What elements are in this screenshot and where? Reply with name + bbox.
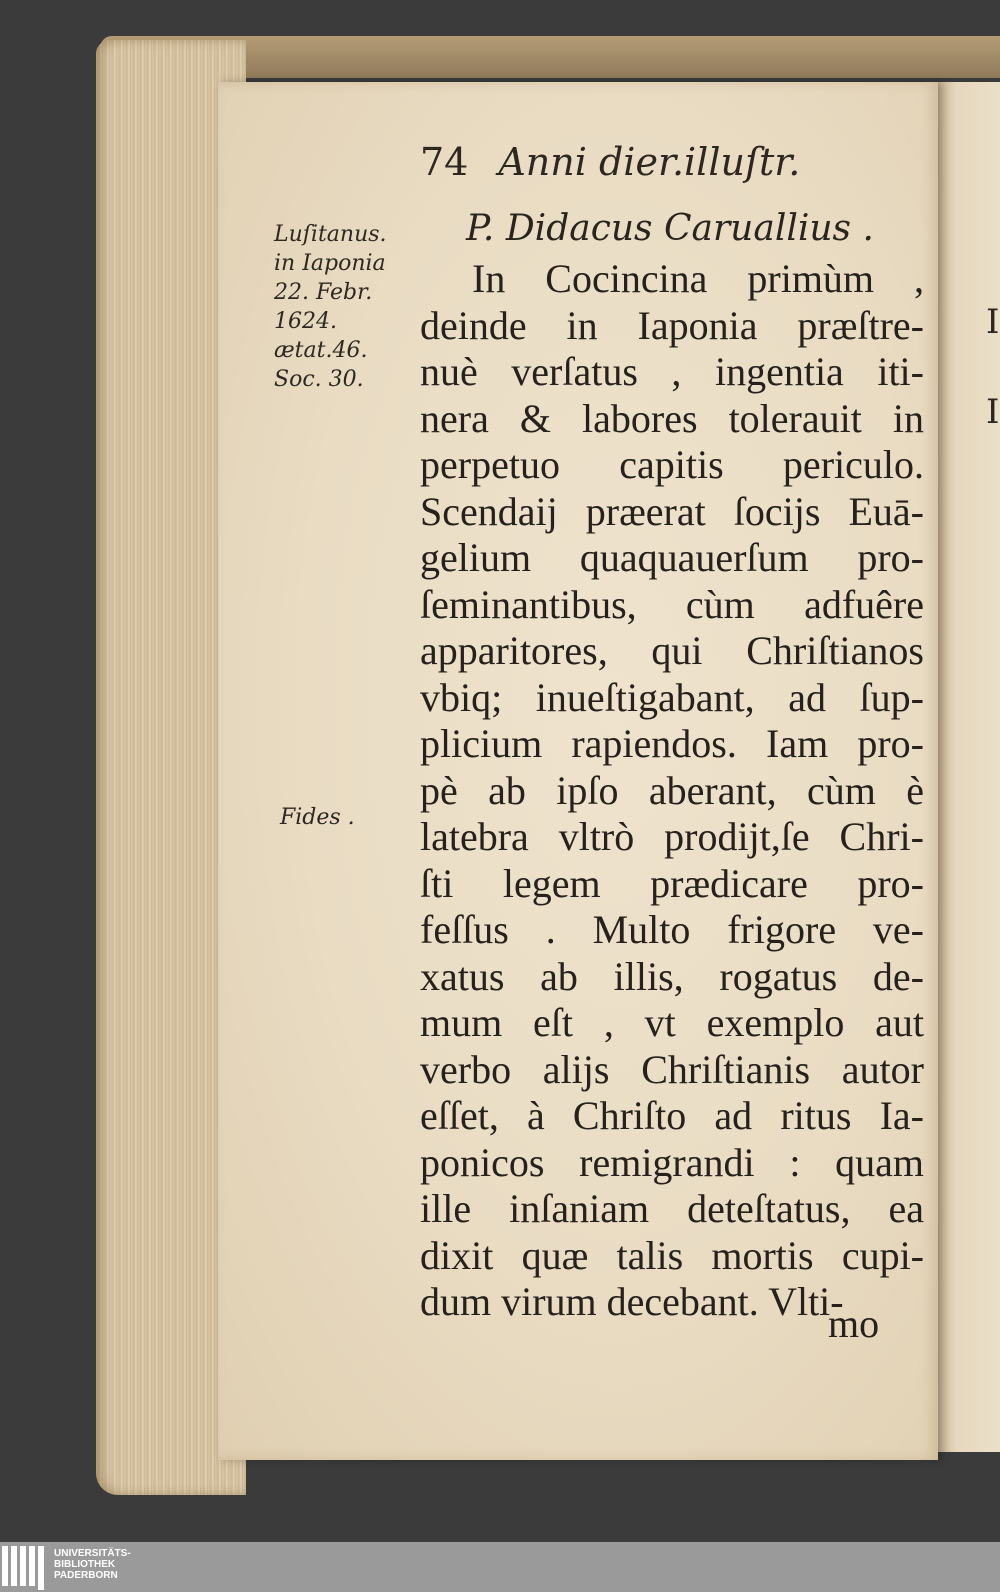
facing-page-glyph: I	[986, 392, 1000, 432]
running-title: Anni dier.illuſtr.	[498, 140, 801, 184]
library-name-line: BIBLIOTHEK	[54, 1559, 116, 1570]
text-line: eſſet, à Chriſto ad ritus Ia-	[420, 1093, 924, 1138]
margin-note: in Iaponia	[274, 251, 386, 276]
text-line: pè ab ipſo aberant, cùm è	[420, 767, 924, 813]
text-line: nuè verſatus , ingentia iti-	[420, 349, 924, 394]
text-line: ſti legem prædicare pro-	[420, 860, 924, 906]
text-line: latebra vltrò prodijt,ſe Chri-	[420, 814, 924, 859]
margin-note-fides: Fides .	[280, 805, 355, 830]
body-text	[420, 256, 924, 1326]
library-name	[54, 1548, 131, 1581]
library-name-line: UNIVERSITÄTS-	[54, 1548, 131, 1559]
text-line: ille inſaniam deteſtatus, ea	[420, 1186, 924, 1231]
facing-page-edge	[938, 82, 1000, 1452]
library-name-line: PADERBORN	[54, 1570, 118, 1581]
margin-notes	[274, 220, 387, 394]
text-line: plicium rapiendos. Iam pro-	[420, 721, 924, 766]
margin-note: ætat.46.	[274, 338, 368, 363]
text-line: feſſus . Multo frigore ve-	[420, 907, 924, 952]
text-line: xatus ab illis, rogatus de-	[420, 953, 924, 999]
margin-note: 1624.	[274, 309, 337, 334]
margin-note: Luſitanus.	[274, 222, 387, 247]
text-line: gelium quaquauerſum pro-	[420, 535, 924, 580]
text-line: vbiq; inueſtigabant, ad ſup-	[420, 674, 924, 720]
facing-page-glyph: I	[986, 302, 1000, 342]
section-heading: P. Didacus Caruallius .	[466, 208, 874, 249]
text-line: In Cocincina primùm ,	[472, 256, 924, 301]
running-head	[420, 140, 800, 184]
library-logo-icon	[2, 1546, 46, 1590]
margin-note: Soc. 30.	[274, 367, 364, 392]
library-footer	[0, 1542, 1000, 1592]
text-line: Scendaij præerat ſocijs Euā-	[420, 488, 924, 534]
text-line: perpetuo capitis periculo.	[420, 442, 924, 487]
text-line: verbo alijs Chriſtianis autor	[420, 1046, 924, 1092]
text-line: dum virum decebant. Vlti-	[420, 1279, 844, 1324]
text-line: dixit quæ talis mortis cupi-	[420, 1232, 924, 1278]
text-line: apparitores, qui Chriſtianos	[420, 628, 924, 673]
margin-note: 22. Febr.	[274, 280, 373, 305]
text-line: nera & labores tolerauit in	[420, 395, 924, 441]
text-line: mum eſt , vt exemplo aut	[420, 1000, 924, 1045]
text-line: deinde in Iaponia præſtre-	[420, 302, 924, 348]
text-line: ſeminantibus, cùm adfuêre	[420, 581, 924, 627]
page-number: 74	[420, 140, 469, 184]
catchword: mo	[828, 1301, 880, 1346]
text-line: ponicos remigrandi : quam	[420, 1139, 924, 1185]
